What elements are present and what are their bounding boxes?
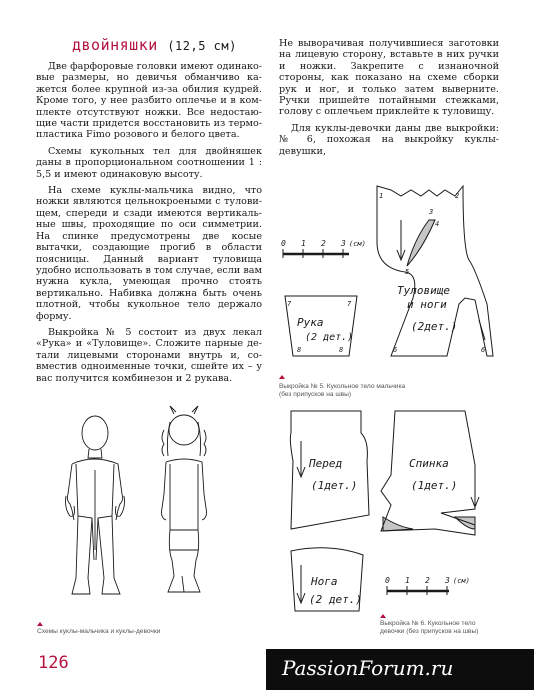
pattern-piece-arm xyxy=(285,296,357,356)
leg-label: Нога xyxy=(311,575,338,588)
point-label: 7 xyxy=(347,300,352,308)
front-label: Перед xyxy=(309,457,343,470)
front-count: (1дет.) xyxy=(311,479,358,492)
caption-marker xyxy=(279,375,285,379)
pattern-piece-body-legs xyxy=(377,186,493,356)
scale-tick-3: 3 xyxy=(445,576,450,585)
page-number: 126 xyxy=(38,653,69,673)
scale-bar xyxy=(385,576,470,595)
right-text-column xyxy=(279,38,499,162)
paragraph: Не выворачивая получившиеся заготовки на лицевую сторону, вставьте в них ручки и ножки. Закрепите с изнаночной стороны, как показано на схеме сборки рук и ног, и только затем выверните. Ручки пришейте потайными стежками, голову с оплечьем приклейте к туловищу. xyxy=(279,38,499,118)
body-label-2: и ноги xyxy=(407,298,447,311)
scale-tick-2: 2 xyxy=(425,576,430,585)
caption-line: Выкройка № 6. Кукольное тело xyxy=(380,620,476,627)
point-label: 8 xyxy=(297,346,302,354)
girl-doll-figure xyxy=(162,406,207,592)
point-label: 1 xyxy=(379,192,384,200)
pattern-5-caption xyxy=(279,383,499,399)
pattern-5-diagram xyxy=(279,180,501,382)
boy-doll-figure xyxy=(66,416,125,594)
paragraph: На схеме куклы-мальчика видно, что ножки являются цельнокроеными с туловищем, спереди и сзади имеются вертикальные швы, проходящие по оси симметрии. На спинке предусмотрены две косые вытачки, создающие прогиб в области поясницы. Данный вариант туловища удобно использовать в том случае, если вам нужна кукла, умеющая прочно стоять вертикально. Набивка должна быть очень плотной, чтобы кукольное тело держало форму. xyxy=(36,185,262,322)
scale-bar xyxy=(281,239,366,258)
paragraph: Две фарфоровые головки имеют одинаковые размеры, но девичья обманчиво кажется более крупной из-за обилия кудрей. Кроме того, у нее разбито оплечье и в комплекте отсутствуют ножки. Все недостающие части придется восстановить из термопластика Fimo розового и белого цвета. xyxy=(36,61,262,141)
caption-marker xyxy=(380,614,386,618)
paragraph: Схемы кукольных тел для двойняшек даны в пропорциональном соотношении 1 : 5,5 и имеют одинаковую высоту. xyxy=(36,145,262,180)
point-label: 6 xyxy=(393,346,398,354)
watermark-logo: PassionForum.ru xyxy=(282,656,454,680)
scale-unit: (см) xyxy=(349,240,366,248)
pattern-6-diagram xyxy=(279,405,501,623)
point-label: 8 xyxy=(339,346,344,354)
back-count: (1дет.) xyxy=(411,479,458,492)
point-label: 7 xyxy=(287,300,292,308)
doll-figures-illustration xyxy=(44,400,244,612)
title-main: двойняшки xyxy=(72,36,158,54)
caption-line: (без припусков на швы) xyxy=(279,391,352,398)
point-label: 5 xyxy=(405,268,410,276)
scale-tick-1: 1 xyxy=(405,576,410,585)
section-title xyxy=(72,36,272,58)
pattern-6-caption xyxy=(380,620,500,636)
point-label: 4 xyxy=(435,220,440,228)
left-text-column xyxy=(36,61,262,389)
pattern-piece-back xyxy=(381,411,479,535)
scale-tick-1: 1 xyxy=(301,239,306,248)
body-count: (2дет.) xyxy=(411,320,458,333)
caption-line: девочки (без припусков на швы) xyxy=(380,628,479,635)
point-label: 6 xyxy=(481,346,486,354)
title-size: (12,5 см) xyxy=(167,39,237,53)
point-label: 2 xyxy=(455,192,460,200)
caption-marker xyxy=(37,622,43,626)
paragraph: Выкройка № 5 состоит из двух лекал «Рука» и «Туловище». Сложите парные детали лицевыми сторонами внутрь и, совместив одноименные точки, сшейте их – у вас получится комбинезон и 2 рукава. xyxy=(36,326,262,384)
point-label: 3 xyxy=(429,208,434,216)
back-label: Спинка xyxy=(409,457,449,470)
paragraph: Для куклы-девочки даны две выкройки: № 6, похожая на выкройку куклы-девушки, xyxy=(279,122,499,157)
body-label: Туловище xyxy=(397,284,450,297)
arm-label: Рука xyxy=(297,316,324,329)
scale-unit: (см) xyxy=(453,577,470,585)
pattern-piece-leg xyxy=(291,548,363,611)
leg-count: (2 дет.) xyxy=(309,593,362,606)
figure-caption: Схемы куклы-мальчика и куклы-девочки xyxy=(37,628,161,635)
scale-tick-0: 0 xyxy=(281,239,286,248)
pattern-piece-front xyxy=(290,411,369,529)
scale-tick-0: 0 xyxy=(385,576,390,585)
caption-line: Выкройка № 5. Кукольное тело мальчика xyxy=(279,383,406,390)
scale-tick-2: 2 xyxy=(321,239,326,248)
arm-count: (2 дет.) xyxy=(305,332,354,343)
scale-tick-3: 3 xyxy=(341,239,346,248)
